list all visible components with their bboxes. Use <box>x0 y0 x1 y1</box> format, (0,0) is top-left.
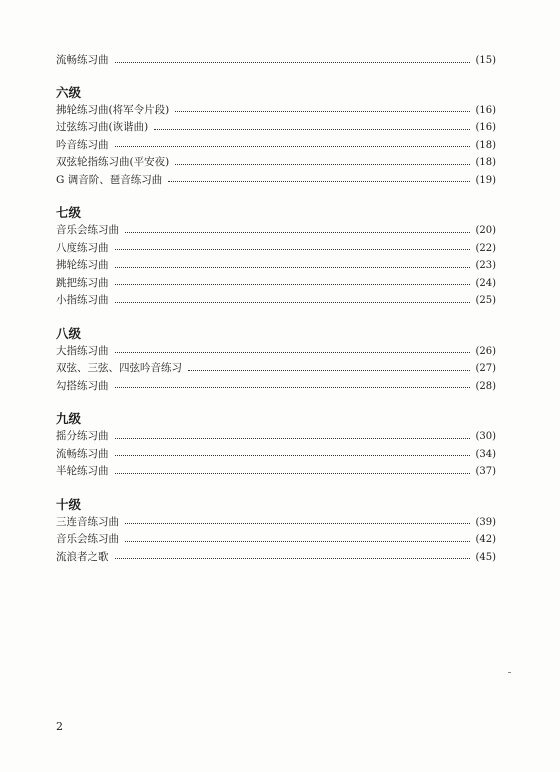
toc-entry-title: 流畅练习曲 <box>56 447 109 460</box>
toc-entry-page: (26) <box>475 345 496 357</box>
dot-leader <box>188 369 470 371</box>
toc-entry[interactable] <box>56 137 496 155</box>
dot-leader <box>115 283 471 285</box>
dot-leader <box>168 180 470 182</box>
toc-entry-title: 摇分练习曲 <box>56 430 109 442</box>
section-heading: 十级 <box>56 496 82 512</box>
toc-entry-page: (22) <box>475 242 496 254</box>
toc-entry-intro[interactable] <box>56 52 496 70</box>
dot-leader <box>125 540 470 542</box>
toc-entry[interactable] <box>56 446 496 464</box>
toc-entry-page: (37) <box>475 466 496 477</box>
toc-entry-title: 大指练习曲 <box>56 344 109 357</box>
toc-entry-page: (42) <box>475 534 496 545</box>
toc-entry[interactable] <box>56 257 496 275</box>
toc-entry-page: (18) <box>475 139 496 151</box>
toc-entry-page: (16) <box>475 104 496 116</box>
dot-leader <box>115 61 471 63</box>
toc-entry[interactable] <box>56 428 496 446</box>
dot-leader <box>115 248 471 250</box>
toc-entry-page: (27) <box>475 363 496 374</box>
toc-entry[interactable] <box>56 360 496 378</box>
toc-entry-title: 跳把练习曲 <box>56 276 109 289</box>
section-heading: 七级 <box>56 205 82 220</box>
toc-entry-page: (39) <box>475 516 496 528</box>
dot-leader <box>175 163 470 165</box>
toc-entry-page: (20) <box>475 225 496 236</box>
dot-leader <box>115 145 471 147</box>
toc-entry[interactable] <box>56 514 496 532</box>
toc-entry[interactable] <box>56 222 496 240</box>
dot-leader <box>115 386 471 388</box>
toc-entry[interactable] <box>56 378 496 396</box>
toc-section-level-9 <box>56 410 496 481</box>
toc-entry-title: 拂轮练习曲(将军令片段) <box>56 103 170 116</box>
toc-entry-title: 勾搭练习曲 <box>56 379 109 392</box>
toc-entry-title: 半轮练习曲 <box>56 465 109 477</box>
section-heading: 六级 <box>56 84 82 100</box>
toc-entry-page: (23) <box>475 260 496 271</box>
toc-entry-page: (16) <box>475 122 496 133</box>
toc-entry-title: 吟音练习曲 <box>56 138 109 151</box>
toc-entry[interactable] <box>56 463 496 481</box>
dot-leader <box>115 472 471 474</box>
dot-leader <box>125 522 470 524</box>
dot-leader <box>115 557 471 559</box>
toc-entry-title: 双弦、三弦、四弦吟音练习 <box>56 362 182 374</box>
toc-entry-title: 音乐会练习曲 <box>56 533 119 545</box>
toc-entry-title: 音乐会练习曲 <box>56 224 119 236</box>
toc-entry-page: (34) <box>475 448 496 460</box>
toc-entry-title: 流浪者之歌 <box>56 550 109 563</box>
toc-entry-title: 八度练习曲 <box>56 241 109 254</box>
toc-section-level-7 <box>56 204 496 310</box>
toc-entry-title: G 调音阶、琶音练习曲 <box>56 173 163 186</box>
toc-entry-title: 拂轮练习曲 <box>56 259 109 271</box>
section-heading: 九级 <box>56 411 82 426</box>
dot-leader <box>175 110 470 112</box>
toc-entry-page: (24) <box>475 277 496 289</box>
toc-entry-page: (28) <box>475 380 496 392</box>
toc-entry[interactable] <box>56 343 496 361</box>
toc-entry-title: 三连音练习曲 <box>56 515 119 528</box>
dot-leader <box>154 128 470 130</box>
toc-entry[interactable] <box>56 172 496 190</box>
section-heading: 八级 <box>56 325 82 341</box>
toc-section-level-10 <box>56 496 496 567</box>
toc-section-level-8 <box>56 325 496 396</box>
dot-leader <box>115 301 471 303</box>
dot-leader <box>115 266 471 268</box>
toc-section-level-6 <box>56 84 496 190</box>
page-number: 2 <box>56 720 63 733</box>
toc-entry-page: (15) <box>475 55 496 66</box>
toc-entry[interactable] <box>56 292 496 310</box>
toc-entry[interactable] <box>56 119 496 137</box>
dot-leader <box>115 454 471 456</box>
toc-entry-page: (19) <box>475 174 496 186</box>
scan-speck <box>508 672 511 673</box>
toc-entry-page: (45) <box>475 551 496 563</box>
table-of-contents <box>56 52 496 566</box>
dot-leader <box>115 437 471 439</box>
toc-entry-page: (30) <box>475 431 496 442</box>
toc-entry-page: (25) <box>475 295 496 306</box>
toc-entry-title: 双弦轮指练习曲(平安夜) <box>56 156 170 168</box>
toc-entry[interactable] <box>56 154 496 172</box>
toc-entry-title: 流畅练习曲 <box>56 54 109 66</box>
dot-leader <box>115 351 471 353</box>
toc-entry-title: 过弦练习曲(诙谐曲) <box>56 121 149 133</box>
toc-entry[interactable] <box>56 102 496 120</box>
toc-entry[interactable] <box>56 531 496 549</box>
toc-entry-title: 小指练习曲 <box>56 294 109 306</box>
dot-leader <box>125 231 470 233</box>
toc-entry[interactable] <box>56 240 496 258</box>
toc-entry-page: (18) <box>475 157 496 168</box>
toc-entry[interactable] <box>56 275 496 293</box>
toc-entry[interactable] <box>56 549 496 567</box>
